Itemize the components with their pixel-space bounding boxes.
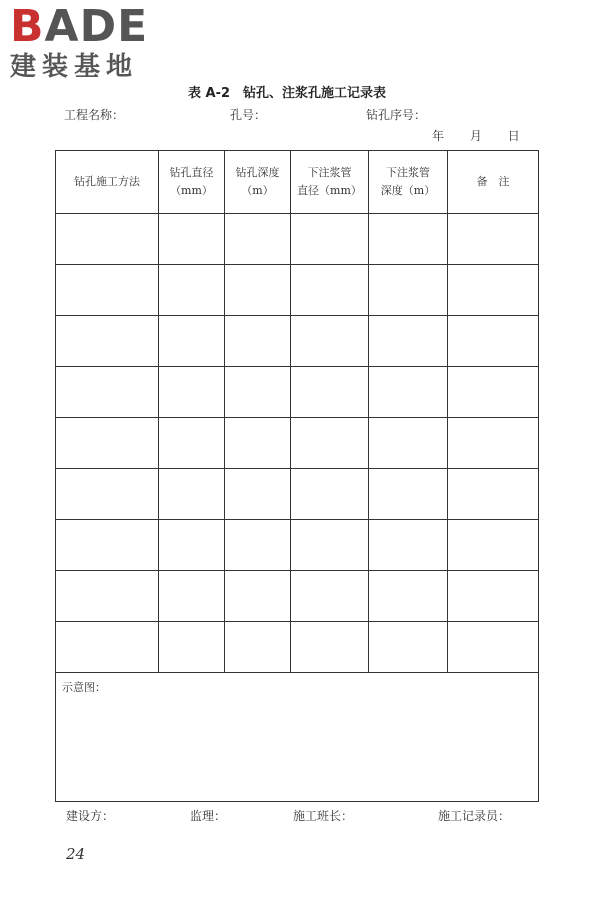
table-cell[interactable] [159, 367, 225, 418]
table-cell[interactable] [159, 520, 225, 571]
header-remarks: 备 注 [448, 151, 539, 214]
date-month: 月 [469, 129, 482, 143]
table-cell[interactable] [448, 418, 539, 469]
table-cell[interactable] [225, 571, 291, 622]
table-cell[interactable] [56, 214, 159, 265]
table-cell[interactable] [159, 418, 225, 469]
table-cell[interactable] [159, 469, 225, 520]
table-cell[interactable] [225, 520, 291, 571]
sketch-row [56, 673, 539, 802]
logo-wordmark: BADE [10, 1, 149, 52]
table-cell[interactable] [56, 571, 159, 622]
table-cell[interactable] [159, 316, 225, 367]
table-cell[interactable] [448, 469, 539, 520]
table-row [56, 265, 539, 316]
document-title: 表 A-2 钻孔、注浆孔施工记录表 [188, 86, 387, 101]
table-header-row [56, 151, 539, 214]
table-cell[interactable] [56, 316, 159, 367]
table-cell[interactable] [448, 520, 539, 571]
builder-signature-label: 建设方： [66, 809, 115, 823]
table-cell[interactable] [56, 469, 159, 520]
table-cell[interactable] [369, 520, 448, 571]
table-cell[interactable] [448, 316, 539, 367]
bade-logo [10, 1, 185, 82]
table-row [56, 520, 539, 571]
record-table [55, 150, 539, 802]
table-cell[interactable] [225, 622, 291, 673]
table-cell[interactable] [225, 469, 291, 520]
sketch-area[interactable] [56, 673, 539, 802]
table-cell[interactable] [56, 367, 159, 418]
table-cell[interactable] [56, 418, 159, 469]
hole-number-label: 孔号： [230, 108, 267, 122]
table-cell[interactable] [448, 367, 539, 418]
table-cell[interactable] [56, 265, 159, 316]
table-cell[interactable] [369, 316, 448, 367]
table-cell[interactable] [159, 622, 225, 673]
table-row [56, 316, 539, 367]
supervisor-signature-label: 监理： [190, 809, 227, 823]
table-cell[interactable] [159, 571, 225, 622]
table-cell[interactable] [291, 571, 369, 622]
header-drill-diameter: 钻孔直径 （mm） [159, 151, 225, 214]
table-cell[interactable] [291, 367, 369, 418]
table-cell[interactable] [448, 571, 539, 622]
page-number: 24 [66, 845, 86, 863]
header-drill-depth: 钻孔深度 （m） [225, 151, 291, 214]
table-row [56, 367, 539, 418]
table-cell[interactable] [369, 469, 448, 520]
table-row [56, 622, 539, 673]
project-name-label: 工程名称： [64, 108, 125, 122]
table-body [56, 214, 539, 802]
table-row [56, 418, 539, 469]
table-cell[interactable] [291, 622, 369, 673]
table-cell[interactable] [159, 214, 225, 265]
table-cell[interactable] [225, 367, 291, 418]
table-cell[interactable] [369, 265, 448, 316]
table-cell[interactable] [448, 214, 539, 265]
table-cell[interactable] [225, 265, 291, 316]
table-cell[interactable] [291, 469, 369, 520]
table-cell[interactable] [369, 367, 448, 418]
team-leader-signature-label: 施工班长： [293, 809, 354, 823]
table-cell[interactable] [291, 418, 369, 469]
table-cell[interactable] [369, 418, 448, 469]
sketch-label: 示意图： [62, 681, 106, 694]
table-cell[interactable] [369, 571, 448, 622]
date-year: 年 [432, 129, 445, 143]
table-cell[interactable] [225, 418, 291, 469]
logo-subtitle: 建装基地 [10, 52, 139, 82]
table-cell[interactable] [291, 520, 369, 571]
table-row [56, 469, 539, 520]
header-grout-pipe-depth: 下注浆管 深度（m） [369, 151, 448, 214]
date-day: 日 [507, 129, 520, 143]
table-cell[interactable] [56, 520, 159, 571]
table-cell[interactable] [291, 316, 369, 367]
drill-order-label: 钻孔序号： [366, 108, 427, 122]
header-drill-method: 钻孔施工方法 [56, 151, 159, 214]
table-cell[interactable] [291, 214, 369, 265]
table-cell[interactable] [369, 214, 448, 265]
table-cell[interactable] [225, 316, 291, 367]
table-cell[interactable] [448, 265, 539, 316]
table-cell[interactable] [159, 265, 225, 316]
table-row [56, 214, 539, 265]
table-cell[interactable] [448, 622, 539, 673]
date-line [432, 127, 534, 144]
table-cell[interactable] [369, 622, 448, 673]
table-row [56, 571, 539, 622]
table-cell[interactable] [225, 214, 291, 265]
recorder-signature-label: 施工记录员： [438, 809, 511, 823]
table-cell[interactable] [56, 622, 159, 673]
header-grout-pipe-diameter: 下注浆管 直径（mm） [291, 151, 369, 214]
table-cell[interactable] [291, 265, 369, 316]
